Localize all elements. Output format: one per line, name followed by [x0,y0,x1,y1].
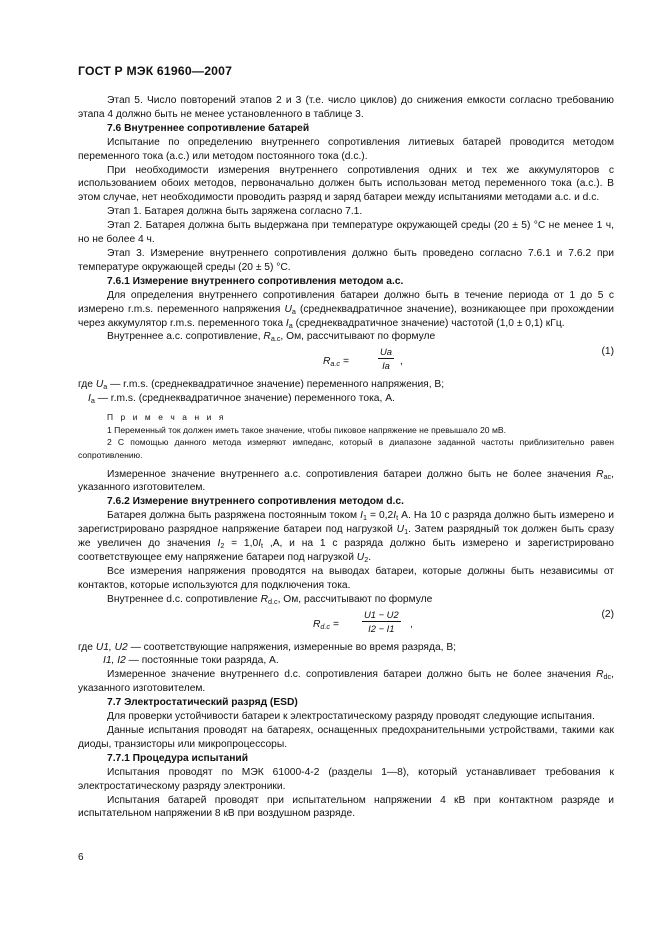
where-line [78,392,614,406]
formula-eq: = [330,618,339,630]
formula-number: (1) [601,346,614,358]
page-number: 6 [78,852,84,863]
symbol: I [360,510,363,522]
symbol: R [260,593,268,605]
symbol: U [356,551,365,563]
formula-denominator: I2 − I1 [368,622,395,634]
page-body [78,94,614,821]
text-run: Батарея должна быть разряжена постоянным током [107,510,361,522]
symbol: I [217,538,221,550]
text-run: — r.m.s. (среднеквадратичное значение) переменного тока, А. [94,393,395,405]
text-run: — постоянные токи разряда, А. [125,655,279,667]
text-run: Внутреннее d.c. сопротивление [107,593,261,605]
text-run: — соответствующие напряжения, измеренные во время разряда, В; [127,641,457,653]
where-label: где [78,641,93,653]
paragraph: Испытания проводят по МЭК 61000-4-2 (разделы 1—8), который устанавливает требования к электростатическому разряду электроники. [78,766,614,792]
formula-eq: = [340,356,349,368]
formula-comma: , [410,618,413,630]
text-run: ,А, и на 1 с разряда должно быть измерено и зарегистрировано соответствующее ему напряжение батареи под нагрузкой [78,538,614,563]
symbol: I [88,393,91,405]
formula-lhs [323,355,349,369]
symbol-sub: dc [603,672,612,682]
symbol: R [596,468,604,480]
section-heading-7-7: 7.7 Электростатический разряд (ESD) [107,697,298,709]
symbol-sub: t [261,541,264,551]
section-heading-7-6-1: 7.6.1 Измерение внутреннего сопротивления методом a.c. [107,275,404,287]
text-run: Для определения внутреннего сопротивления батареи должно быть в течение периода от 1 до 5 с измерено r.m.s. переменного напряжения [78,289,614,315]
formula-1 [78,344,614,378]
symbol: U [95,379,104,391]
symbol: U1, U2 [95,641,128,653]
formula-fraction [362,609,401,634]
text-run: (среднеквадратичное значение) частотой (1,0 ± 0,1) кГц. [292,317,565,329]
formula-lhs-symbol: R [323,356,331,368]
where-line [78,378,614,392]
formula-lhs-symbol: R [313,618,321,630]
symbol: I1, I2 [103,655,126,667]
section-heading-7-7-1: 7.7.1 Процедура испытаний [107,752,249,764]
formula-comma: , [400,356,403,368]
symbol: U [396,524,405,536]
symbol: U [284,303,292,315]
paragraph [78,289,614,331]
paragraph [78,468,614,496]
where-label: где [78,379,93,391]
note-item: 2 С помощью данного метода измеряют импеданс, который в диапазоне заданной частоты приблизительно равен сопротивлению. [78,437,614,460]
paragraph [78,330,614,344]
paragraph: Этап 1. Батарея должна быть заряжена согласно 7.1. [107,206,363,218]
document-header: ГОСТ Р МЭК 61960—2007 [78,64,233,78]
text-run: . Затем разрядный ток должен быть сразу же увеличен до значения [78,524,614,550]
notes-title: П р и м е ч а н и я [107,412,226,423]
text-run: , Ом, рассчитывают по формуле [280,331,436,343]
text-run: , указанного изготовителем. [78,669,614,695]
formula-lhs [313,618,339,632]
notes-block [78,411,614,461]
formula-numerator: Ua [380,346,392,358]
text-run: . [368,551,372,563]
text-run: , указанного изготовителем. [78,468,614,494]
text-run: , Ом, рассчитывают по формуле [277,593,433,605]
text-run: Измеренное значение внутреннего d.c. сопротивления батареи должно быть не более значения [107,669,597,681]
paragraph [78,668,614,696]
paragraph: Испытание по определению внутреннего сопротивления литиевых батарей проводится методом переменного тока (a.c.) или методом постоянного тока (d.c.). [78,136,614,162]
paragraph: Этап 3. Измерение внутреннего сопротивления должно быть проведено согласно 7.6.1 и 7.6.2 при температуре окружающей среды (20 ± 5) °С. [78,247,614,273]
section-heading-7-6-2: 7.6.2 Измерение внутреннего сопротивления методом d.c. [107,496,404,508]
note-item: 1 Переменный ток должен иметь такое значение, чтобы пиковое напряжение не превышало 20 мВ. [107,424,506,435]
symbol-sub: 1 [404,527,409,537]
symbol-sub: d.c [267,596,278,606]
symbol: I [258,538,262,550]
paragraph: Данные испытания проводят на батареях, оснащенных предохранительными устройствами, такими как диоды, транзисторы или микропроцессоры. [78,725,614,750]
paragraph [78,593,614,607]
formula-denominator: Ia [382,360,390,372]
symbol-sub: a [291,306,296,316]
symbol-sub: ac [603,471,612,481]
symbol: R [263,331,271,343]
symbol-sub: a.c [270,334,281,344]
text-run: Внутреннее a.c. сопротивление, [107,331,264,343]
formula-numerator: U1 − U2 [364,608,399,620]
text-run: А. На 10 с разряда должно быть измерено и зарегистрировано разрядное напряжение батареи под нагрузкой [78,510,614,536]
text-run: — r.m.s. (среднеквадратичное значение) переменного напряжения, В; [107,379,445,391]
formula-fraction [378,346,394,371]
symbol-sub: a [288,320,293,330]
symbol-sub: t [396,513,399,523]
text-run: Измеренное значение внутреннего a.c. сопротивления батареи должно быть не более значения [107,468,597,480]
symbol: I [285,317,289,329]
text-run: (среднеквадратичное значение), возникающее при прохождении через аккумулятор r.m.s. переменного тока [78,303,615,329]
symbol-sub: 2 [220,541,225,551]
paragraph: Испытания батарей проводят при испытательном напряжении 4 кВ при контактном разряде и испытательном напряжении 8 кВ при воздушном разряде. [78,794,614,820]
text-run: = 1,0 [224,538,259,550]
paragraph [78,509,614,565]
formula-number: (2) [601,608,614,620]
paragraph: При необходимости измерения внутреннего сопротивления одних и тех же аккумуляторов с использованием обоих методов, первоначально должен быть использован метод переменного тока (a.c.). В этом случае, нет необходимости проводить разряд и заряд батареи между испытаниями методами a.c. и d.c. [78,164,614,204]
section-heading-7-6: 7.6 Внутреннее сопротивление батарей [107,122,310,134]
symbol: I [393,510,397,522]
text-run: = 0,2 [366,510,394,522]
formula-lhs-sub: a.c [330,359,340,369]
where-line [78,654,614,668]
paragraph: Этап 2. Батарея должна быть выдержана при температуре окружающей среды (20 ± 5) °С не менее 1 ч, но не более 4 ч. [78,220,614,246]
where-line [78,641,614,655]
symbol-sub: a [90,396,95,406]
formula-2 [78,607,614,641]
paragraph: Этап 5. Число повторений этапов 2 и 3 (т.е. число циклов) до снижения емкости согласно требованию этапа 4 должно быть не менее установленного в таблице 3. [78,95,614,120]
symbol-sub: 2 [364,554,369,564]
paragraph: Для проверки устойчивости батареи к электростатическому разряду проводят следующие испытания. [107,711,595,723]
symbol-sub: a [103,382,108,392]
symbol: R [596,669,604,681]
symbol-sub: 1 [362,513,367,523]
paragraph: Все измерения напряжения проводятся на выводах батареи, которые должны быть независимы от контактов, которые используются для подключения тока. [78,565,614,591]
formula-lhs-sub: d.c [320,621,330,631]
